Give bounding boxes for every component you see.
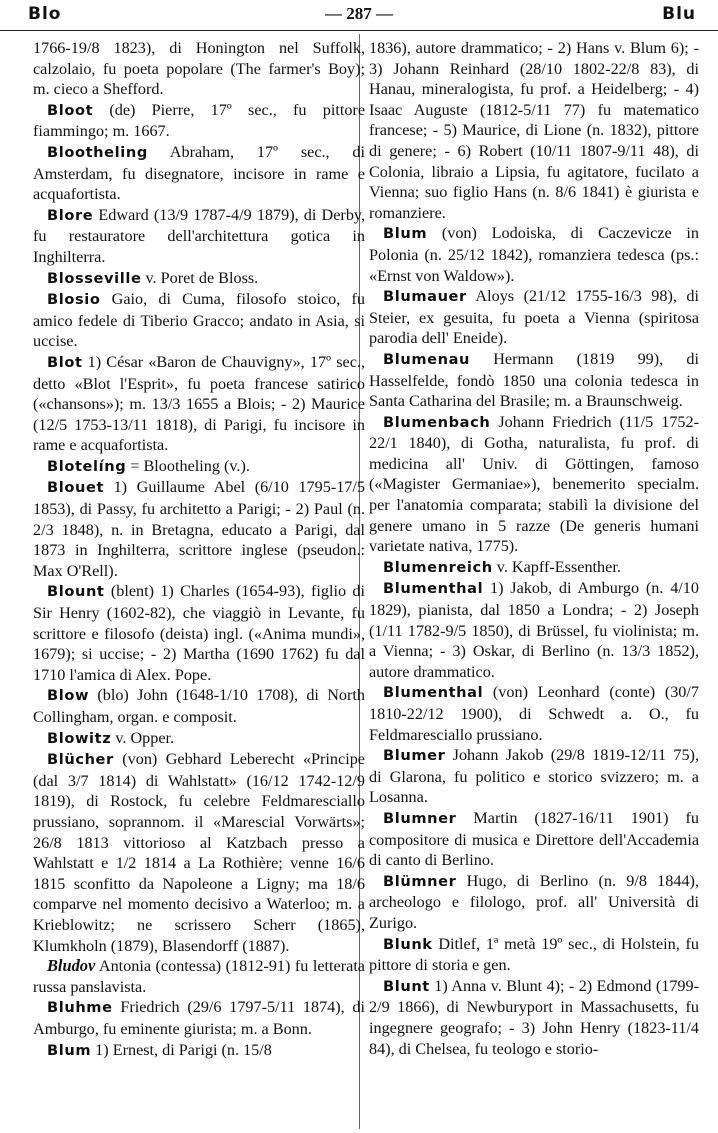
dictionary-entry: [33, 456, 365, 478]
running-head-right: Blu: [662, 4, 696, 24]
entry-text: 1) Jakob, di Amburgo (n. 4/10 1829), pianista, dal 1850 a Londra; - 2) Joseph (1/11 1782-9/5 1850), di Brüssel, fu violinista; m. a Vienna; - 3) Oskar, di Berlino (n. 13/3 1852), autore drammatico.: [369, 579, 699, 681]
dictionary-entry: [369, 223, 699, 286]
entry-headword: Blumenbach: [383, 413, 491, 431]
dictionary-entry: [33, 268, 365, 290]
right-column: [369, 38, 699, 1059]
dictionary-entry: [33, 581, 365, 685]
page-number: — 287 —: [325, 4, 393, 23]
entry-headword: Blümner: [383, 872, 457, 890]
dictionary-entry: [33, 1040, 365, 1062]
entry-headword: Blunt: [383, 977, 430, 995]
entry-headword: Bludov: [47, 956, 96, 976]
dictionary-entry: [33, 289, 365, 352]
entry-headword: Blosio: [47, 291, 101, 309]
entry-text: Martin (1827-16/11 1901) fu compositore di musica e Direttore dell'Accademia di canto di Berlino.: [369, 808, 699, 870]
dictionary-entry: [369, 412, 699, 557]
left-column: [33, 38, 365, 1061]
entry-text: Antonia (contessa) (1812-91) fu letterata russa panslavista.: [33, 957, 365, 996]
entry-text: (blent) 1) Charles (1654-93), figlio di Sir Henry (1602-82), che viaggiò in Levante, fu scrittore e filosofo (deista) ingl. («Anima mundi», 1679); si uccise; - 2) Martha (1690 1762) fu dal 1710 l'amica di Alex. Pope.: [33, 582, 365, 684]
entry-text: 1836), autore drammatico; - 2) Hans v. Blum 6); - 3) Johann Reinhard (28/10 1802-22/8 83), di Hanau, mineralogista, fu prof. a Heidelberg; - 4) Isaac Auguste (1812-5/11 77) fu matematico francese; - 5) Maurice, di Lione (n. 1832), pittore di genere; - 6) Robert (10/11 1807-9/11 48), di Colonia, libraio a Lipsia, fu agitatore, fucilato a Vienna; suo figlio Hans (n. 8/6 1841) è giurista e romanziere.: [369, 39, 699, 222]
dictionary-entry: [33, 749, 365, 956]
entry-text: (de) Pierre, 17º sec., fu pittore fiammingo; m. 1667.: [33, 100, 365, 141]
entry-headword: Blore: [47, 206, 94, 224]
dictionary-entry: [369, 808, 699, 871]
entry-text: (blo) John (1648-1/10 1708), di North Collingham, organ. e composit.: [33, 686, 365, 726]
dictionary-entry: [33, 352, 365, 456]
dictionary-entry: [33, 38, 365, 100]
page-header: [0, 0, 718, 31]
entry-headword: Blot: [47, 353, 83, 371]
dictionary-entry: [33, 956, 365, 997]
entry-headword: Blotelíng: [47, 457, 127, 475]
entry-text: (von) Lodoiska, di Caczevicze in Polonia (n. 25/12 1842), romanziera tedesca (ps.: «Ernst von Waldow»).: [369, 224, 699, 285]
entry-headword: Blount: [47, 583, 105, 601]
entry-text: Johann Friedrich (11/5 1752-22/1 1840), di Gotha, naturalista, fu prof. di medicina all' Univ. di Göttingen, famoso («Magister Germaniae»), benemerito specialm. per l'anatomia comparata; stabilì la divisione del genere umano in 5 razze (De generis humani varietate nativa, 1775).: [369, 412, 699, 556]
dictionary-entry: [369, 557, 699, 579]
entry-text: Hugo, di Berlino (n. 9/8 1844), archeologo e filologo, prof. all' Università di Zurigo.: [369, 871, 699, 932]
dictionary-entry: [369, 286, 699, 349]
entry-text: Ditlef, 1ª metà 19º sec., di Holstein, fu pittore di storia e gen.: [369, 934, 699, 975]
entry-text: 1) Guillaume Abel (6/10 1795-17/5 1853), di Passy, fu architetto a Parigi; - 2) Paul (n. 2/3 1848), n. in Bretagna, educato a Parigi, dal 1873 in Inghilterra, scrittore inglese (pseudon.: Max O'Rell).: [33, 478, 365, 580]
dictionary-entry: [369, 38, 699, 223]
entry-headword: Blumenthal: [383, 580, 484, 598]
dictionary-entry: [33, 142, 365, 205]
entry-headword: Blunk: [383, 935, 433, 953]
entry-text: v. Opper.: [111, 728, 175, 747]
entry-text: 1) Ernest, di Parigi (n. 15/8: [91, 1040, 272, 1059]
entry-text: Hermann (1819 99), di Hasselfelde, fondò 1850 una colonia tedesca in Santa Catharina del Brasile; m. a Braunschweig.: [369, 349, 699, 411]
entry-headword: Blumner: [383, 809, 457, 827]
dictionary-entry: [369, 934, 699, 976]
dictionary-entry: [369, 578, 699, 682]
entry-headword: Blum: [383, 225, 428, 243]
entry-text: v. Kapff-Essenther.: [492, 557, 621, 576]
entry-text: Friedrich (29/6 1797-5/11 1874), di Amburgo, fu eminente giurista; m. a Bonn.: [33, 998, 365, 1038]
entry-text: = Blootheling (v.).: [126, 456, 250, 475]
dictionary-entry: [369, 976, 699, 1059]
entry-headword: Blücher: [47, 751, 114, 769]
entry-text: Abraham, 17º sec., di Amsterdam, fu disegnatore, incisore in rame e acquafortista.: [33, 142, 365, 204]
dictionary-entry: [369, 682, 699, 745]
entry-text: Johann Jakob (29/8 1819-12/11 75), di Glarona, fu politico e storico svizzero; m. a Losanna.: [369, 746, 699, 807]
entry-headword: Blootheling: [47, 143, 148, 161]
entry-text: Gaio, di Cuma, filosofo stoico, fu amico fedele di Tiberio Gracco; andato in Asia, si uccise.: [33, 290, 365, 351]
entry-text: 1766-19/8 1823), di Honington nel Suffolk, calzolaio, fu poeta popolare (The farmer's Boy); m. cieco a Shefford.: [33, 39, 365, 99]
entry-headword: Blum: [47, 1041, 92, 1059]
dictionary-entry: [33, 997, 365, 1039]
dictionary-entry: [33, 205, 365, 268]
entry-headword: Blow: [47, 687, 90, 705]
entry-headword: Blouet: [47, 479, 105, 497]
entry-text: Aloys (21/12 1755-16/3 98), di Steier, ex gesuita, fu poeta a Vienna (spiritosa parodia dell' Eneide).: [369, 287, 699, 348]
entry-text: (von) Gebhard Leberecht «Principe (dal 3/7 1814) di Wahlstatt» (16/12 1742-12/9 1819), di Rostock, fu celebre Feldmaresciallo prussiano, soprannom. il «Marescial Vorwärts»; 26/8 1813 vittorioso al Katzbach presso a Wahlstatt e 1/2 1814 a La Rothière; venne 16/6 1815 sconfitto da Napoleone a Ligny; ma 18/6 comparve nel momento decisivo a Waterloo; m. a Krieblowitz; ne scrissero Scherr (1865), Klumkholn (1879), Blasendorff (1887).: [33, 750, 365, 955]
dictionary-entry: [369, 745, 699, 808]
entry-headword: Blumauer: [383, 288, 467, 306]
entry-text: (von) Leonhard (conte) (30/7 1810-22/12 1900), di Schwedt a. O., fu Feldmaresciallo prussiano.: [369, 683, 699, 744]
entry-headword: Bloot: [47, 101, 94, 119]
dictionary-entry: [33, 728, 365, 750]
dictionary-entry: [33, 685, 365, 727]
entry-headword: Blumenau: [383, 350, 471, 368]
entry-headword: Blumenthal: [383, 684, 484, 702]
entry-headword: Blumenreich: [383, 558, 493, 576]
dictionary-entry: [369, 871, 699, 934]
entry-headword: Blumer: [383, 747, 446, 765]
running-head-left: Blo: [28, 4, 62, 24]
entry-text: 1) Anna v. Blunt 4); - 2) Edmond (1799-2/9 1866), di Newburyport in Massachusetts, fu ingegnere geografo; - 3) John Henry (1823-11/4 84), di Chelsea, fu teologo e storio-: [369, 976, 699, 1058]
entry-text: Edward (13/9 1787-4/9 1879), di Derby, fu restauratore dell'architettura gotica in Inghilterra.: [33, 205, 365, 266]
entry-text: v. Poret de Bloss.: [141, 268, 259, 287]
dictionary-entry: [33, 100, 365, 142]
entry-headword: Blowitz: [47, 729, 112, 747]
entry-headword: Bluhme: [47, 999, 113, 1017]
dictionary-entry: [369, 349, 699, 412]
entry-headword: Blosseville: [47, 269, 142, 287]
entry-text: 1) César «Baron de Chauvigny», 17º sec., detto «Blot l'Esprit», fu poeta francese satirico («chansons»); m. 13/3 1655 a Blois; - 2) Maurice (12/5 1753-13/11 1818), di Parigi, fu incisore in rame e acquafortista.: [33, 352, 365, 455]
dictionary-entry: [33, 477, 365, 581]
